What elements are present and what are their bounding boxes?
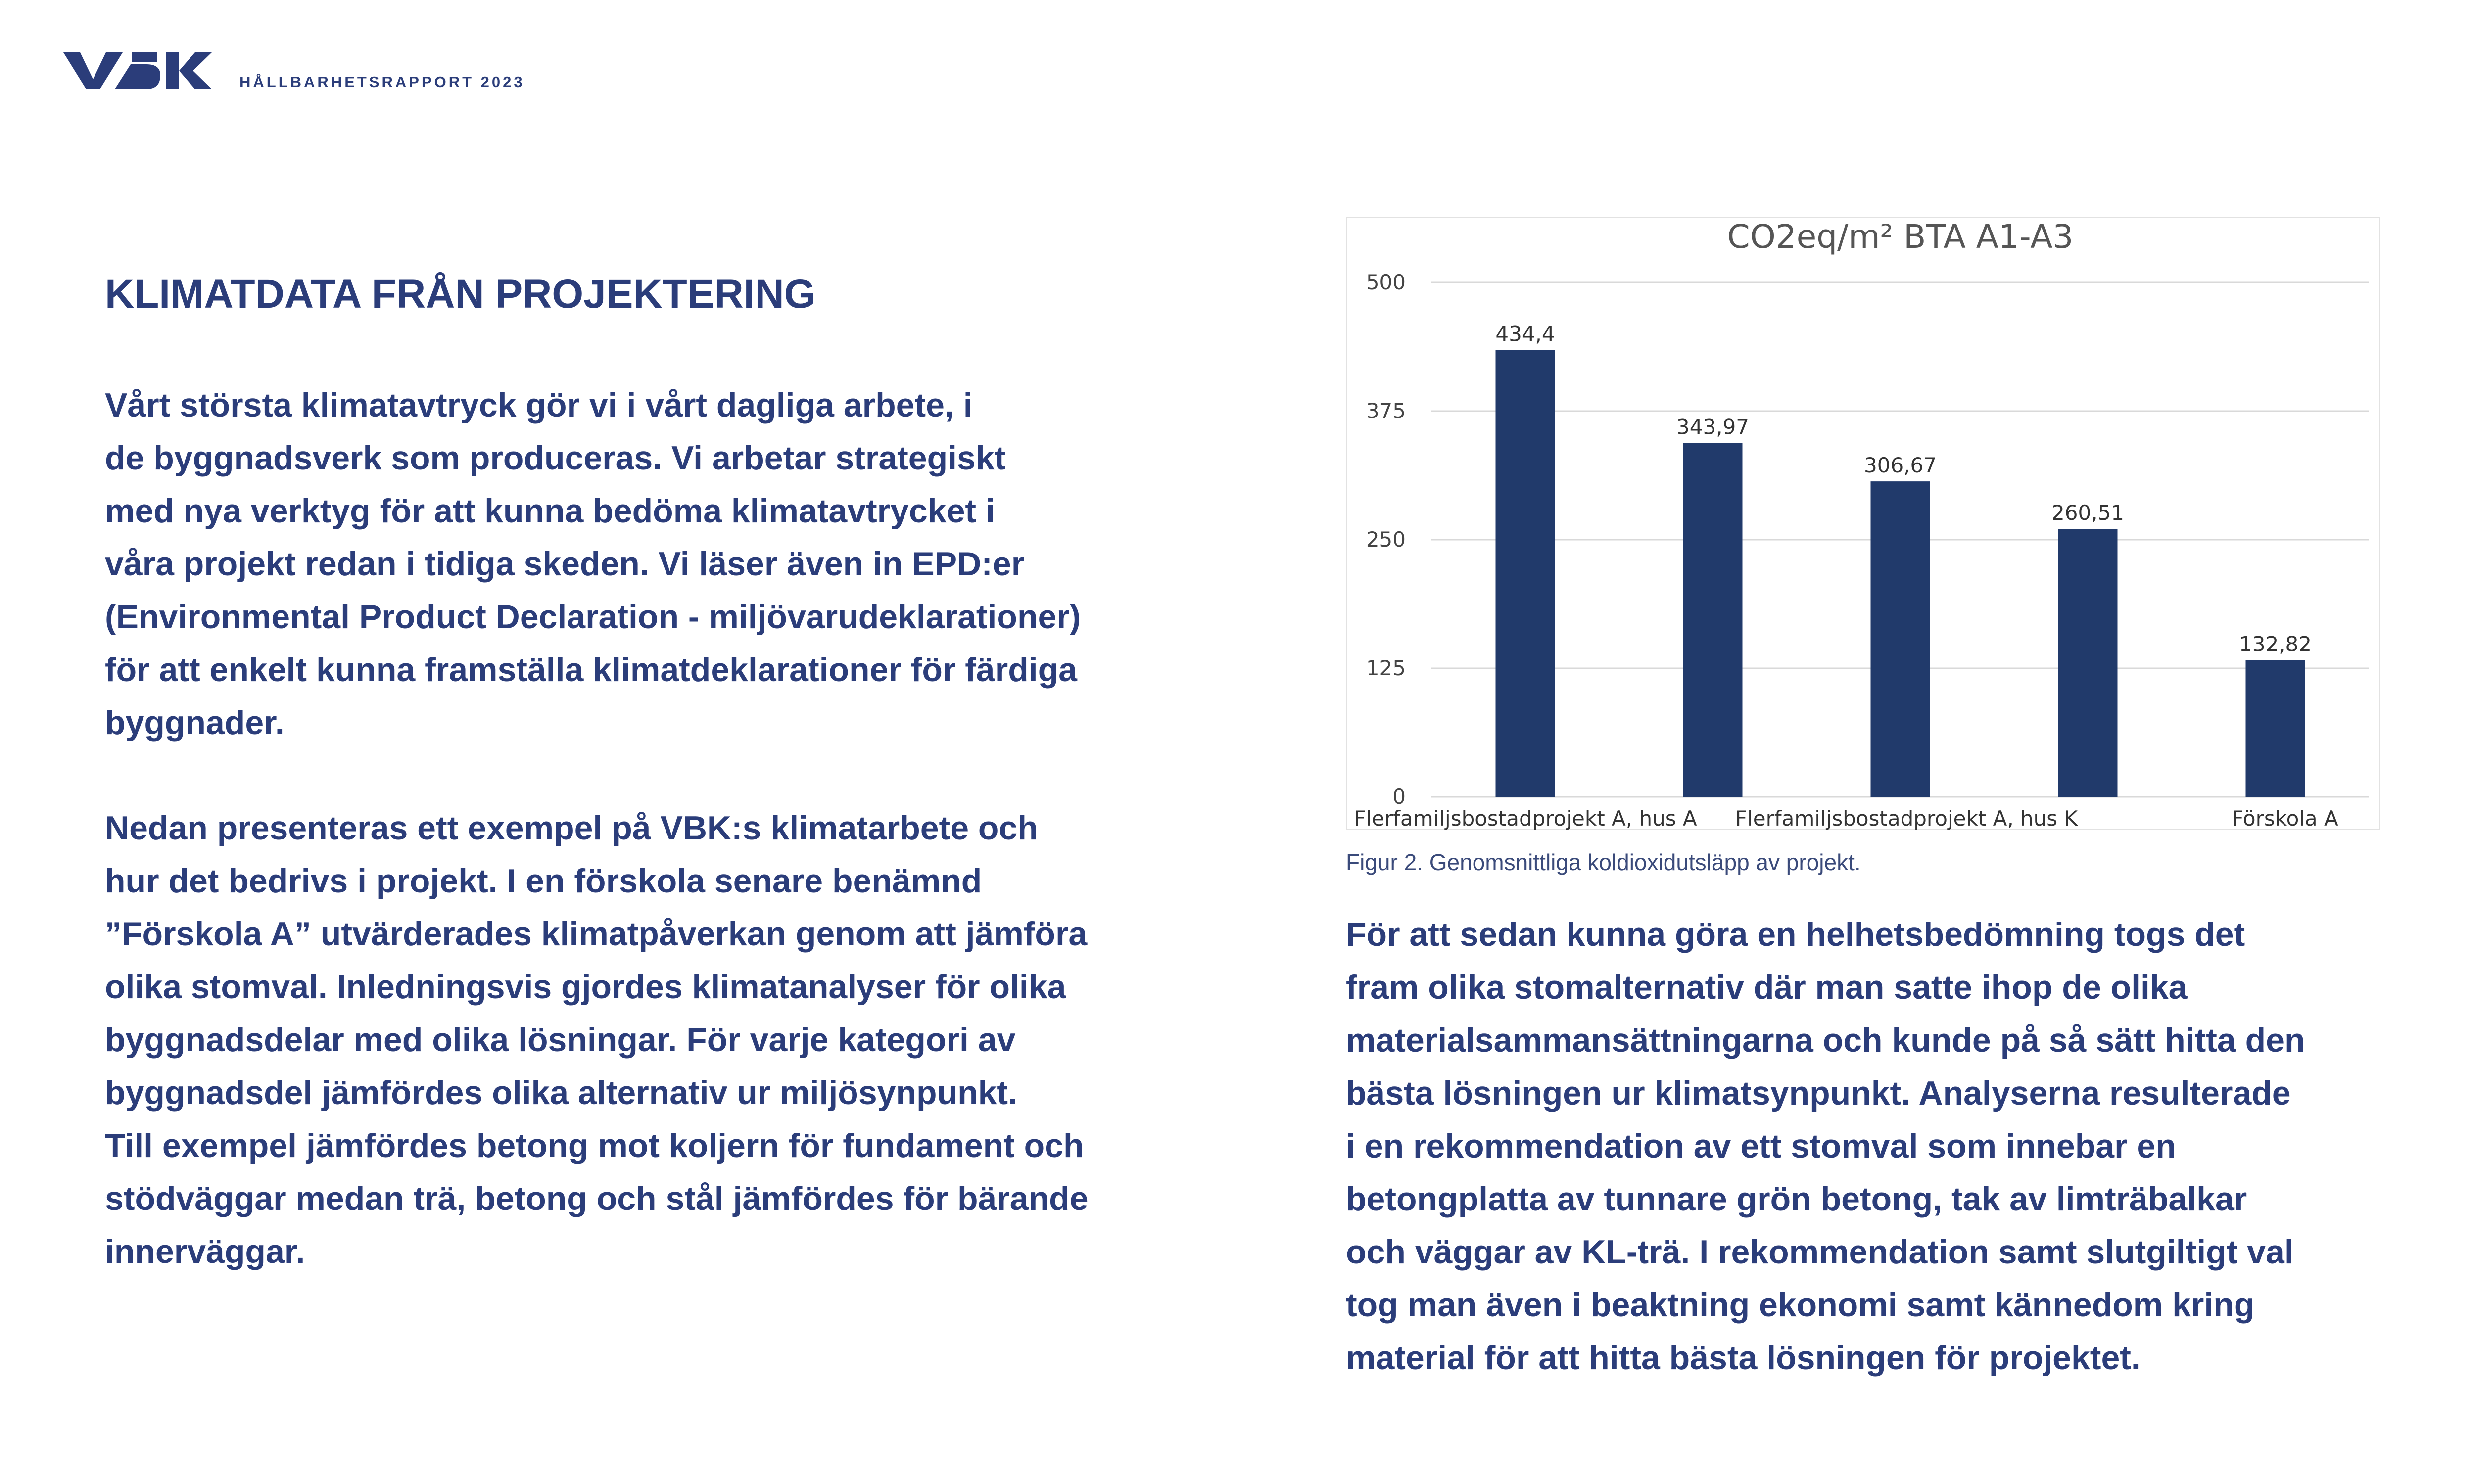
paragraph-line: material för att hitta bästa lösningen för projektet.	[1346, 1339, 2141, 1377]
x-tick-label: Flerfamiljsbostadprojekt A, hus A	[1354, 806, 1697, 831]
paragraph-line: för att enkelt kunna framställa klimatdeklarationer för färdiga	[105, 651, 1077, 689]
y-tick-label: 500	[1366, 270, 1406, 294]
paragraph-line: våra projekt redan i tidiga skeden. Vi läser även in EPD:er	[105, 545, 1025, 583]
paragraph-assessment	[1346, 908, 2305, 1385]
bar	[1871, 481, 1930, 797]
paragraph-line: byggnader.	[105, 704, 285, 742]
vbk-logo-icon	[63, 49, 212, 91]
paragraph-line: innerväggar.	[105, 1233, 305, 1270]
x-tick-label: Förskola A	[2232, 806, 2338, 831]
report-title: HÅLLBARHETSRAPPORT 2023	[239, 73, 525, 91]
bar	[2246, 660, 2305, 797]
y-tick-label: 250	[1366, 527, 1406, 552]
paragraph-line: byggnadsdelar med olika lösningar. För varje kategori av	[105, 1021, 1016, 1059]
paragraph-line: bästa lösningen ur klimatsynpunkt. Analyserna resulterade	[1346, 1074, 2291, 1112]
data-label: 343,97	[1676, 415, 1749, 439]
bar	[1496, 350, 1555, 797]
chart-title: CO2eq/m² BTA A1-A3	[1727, 218, 2074, 256]
paragraph-line: Vårt största klimatavtryck gör vi i vårt dagliga arbete, i	[105, 386, 973, 424]
paragraph-line: För att sedan kunna göra en helhetsbedömning togs det	[1346, 916, 2245, 953]
paragraph-line: byggnadsdel jämfördes olika alternativ ur miljösynpunkt.	[105, 1074, 1017, 1112]
y-tick-label: 0	[1392, 785, 1406, 809]
bar	[1683, 443, 1743, 797]
data-label: 260,51	[2051, 501, 2124, 525]
paragraph-line: materialsammansättningarna och kunde på så sätt hitta den	[1346, 1021, 2305, 1059]
y-tick-label: 375	[1366, 399, 1406, 423]
paragraph-line: betongplatta av tunnare grön betong, tak av limträbalkar	[1346, 1180, 2247, 1218]
data-label: 434,4	[1495, 322, 1555, 346]
section-heading: KLIMATDATA FRÅN PROJEKTERING	[105, 272, 816, 317]
paragraph-line: fram olika stomalternativ där man satte ihop de olika	[1346, 969, 2188, 1006]
bar	[2058, 529, 2118, 797]
paragraph-line: ”Förskola A” utvärderades klimatpåverkan genom att jämföra	[105, 915, 1088, 953]
paragraph-line: i en rekommendation av ett stomval som innebar en	[1346, 1127, 2176, 1165]
data-label: 132,82	[2239, 632, 2312, 656]
paragraph-line: och väggar av KL-trä. I rekommendation samt slutgiltigt val	[1346, 1233, 2294, 1271]
paragraph-example	[105, 802, 1089, 1278]
paragraph-line: stödväggar medan trä, betong och stål jämfördes för bärande	[105, 1180, 1089, 1217]
y-tick-label: 125	[1366, 656, 1406, 680]
paragraph-line: tog man även i beaktning ekonomi samt kännedom kring	[1346, 1286, 2255, 1324]
paragraph-line: hur det bedrivs i projekt. I en förskola senare benämnd	[105, 862, 982, 900]
vbk-logo	[63, 49, 212, 91]
paragraph-intro	[105, 379, 1081, 749]
figure-caption: Figur 2. Genomsnittliga koldioxidutsläpp av projekt.	[1346, 849, 1861, 875]
paragraph-line: Nedan presenteras ett exempel på VBK:s klimatarbete och	[105, 809, 1038, 847]
data-label: 306,67	[1864, 453, 1937, 478]
paragraph-line: (Environmental Product Declaration - miljövarudeklarationer)	[105, 598, 1081, 636]
paragraph-line: Till exempel jämfördes betong mot koljern för fundament och	[105, 1127, 1084, 1164]
paragraph-line: med nya verktyg för att kunna bedöma klimatavtrycket i	[105, 492, 995, 530]
x-tick-label: Flerfamiljsbostadprojekt A, hus K	[1735, 806, 2078, 831]
paragraph-line: de byggnadsverk som produceras. Vi arbetar strategiskt	[105, 439, 1006, 477]
chart-canvas	[1347, 218, 2381, 832]
co2-bar-chart	[1346, 217, 2380, 830]
paragraph-line: olika stomval. Inledningsvis gjordes klimatanalyser för olika	[105, 968, 1066, 1006]
